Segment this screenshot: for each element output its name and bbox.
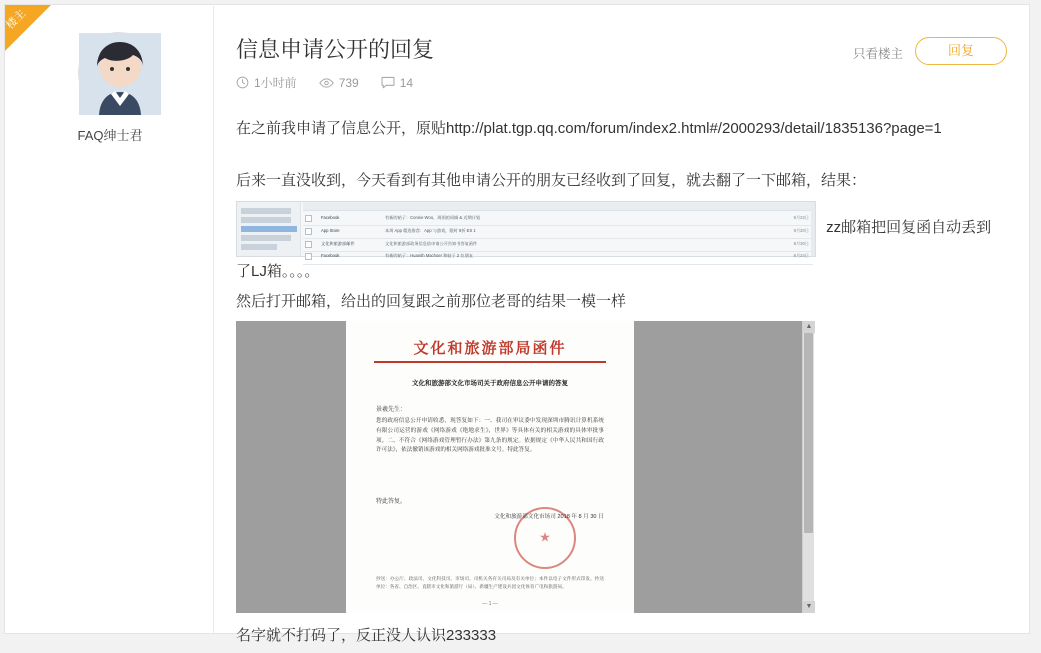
body-paragraph-1: 在之前我申请了信息公开，原贴http://plat.tgp.qq.com/forum/index2.html#/2000293/detail/1835136?page=1 [236, 120, 942, 137]
spacer [236, 146, 1007, 168]
image-scrollbar[interactable] [802, 321, 814, 613]
mail-row-from: Facebook [321, 252, 340, 258]
user-avatar-icon [79, 33, 161, 115]
eye-icon [319, 77, 334, 89]
meta-time-label: 1小时前 [254, 76, 297, 90]
only-author-toggle[interactable]: 只看楼主 [852, 47, 903, 61]
mail-row-date: 9月20日 [793, 227, 809, 233]
mail-inbox-screenshot[interactable] [236, 201, 816, 257]
clock-icon [236, 76, 249, 89]
author-name[interactable]: FAQ绅士君 [77, 128, 143, 143]
body-paragraph-5: 然后打开邮箱，给出的回复跟之前那位老哥的结果一模一样 [236, 292, 627, 310]
mail-row-from: Facebook [321, 214, 340, 220]
letter-divider [374, 361, 606, 363]
post-content [214, 6, 1029, 644]
letter-salutation: 景羲先生： [376, 407, 407, 413]
scroll-down-arrow-icon[interactable]: ▼ [803, 601, 815, 613]
body-paragraph-4: 了LJ箱。。。。 [236, 262, 320, 280]
letter-document [346, 321, 634, 613]
mail-row-subject: 有新的帖子：Huanith Machoer 和帖子 2 位朋友 [385, 252, 473, 258]
page-title: 信息申请公开的回复 [236, 37, 435, 62]
body-paragraph-3: zz邮箱把回复函自动丢到 [826, 219, 992, 237]
mail-screenshot-line [236, 199, 1007, 259]
mail-scrollbar[interactable] [811, 202, 815, 256]
body-paragraph-2: 后来一直没收到，今天看到有其他申请公开的朋友已经收到了回复，就去翻了一下邮箱，结果： [236, 172, 867, 190]
meta-comments-count: 14 [399, 75, 414, 90]
reply-button[interactable]: 回复 [915, 37, 1007, 65]
letter-footnote: 抄送：办公厅、政法司、文化科技司、市场司、司机关各有关司局及有关单位；本件以电子文件形式印发。抄送单位：各省、自治区、直辖市文化和旅游厅（局）、新疆生产建设兵团文化体育广电和旅游局。 [376, 576, 604, 589]
post-meta [236, 74, 413, 91]
letter-organization: 文化和旅游部文化市场司 2018 年 8 月 30 日 [494, 514, 604, 520]
meta-comments [381, 76, 413, 90]
op-ribbon-label: 楼主 [4, 7, 29, 32]
meta-views [319, 76, 359, 90]
seal-star-glyph: ★ [539, 529, 551, 545]
avatar[interactable] [78, 32, 160, 114]
letter-closing: 特此答复。 [376, 499, 407, 505]
mail-row-from: App Store [321, 227, 340, 233]
mail-row-date: 9月22日 [793, 214, 809, 220]
post-body [236, 116, 1007, 653]
mail-row-subject: 有新的帖子：Connie Woo，周围的同城 & 近期计划 [385, 214, 481, 220]
mail-row-date: 8月24日 [793, 252, 809, 258]
letter-title: 文化和旅游部局函件 [413, 339, 567, 357]
mail-row-subject: 本周 App 精选推荐：App 与游戏，限时 8折 ES 1 [385, 227, 476, 233]
body-paragraph-6: 名字就不打码了，反正没人认识233333 [236, 627, 497, 644]
meta-views-count: 739 [338, 75, 359, 90]
comment-icon [381, 76, 395, 89]
scrollbar-thumb[interactable] [804, 333, 813, 533]
letter-page-number: — 1 — [482, 601, 498, 608]
mail-toolbar [303, 202, 815, 211]
meta-time [236, 74, 297, 91]
scroll-up-arrow-icon[interactable]: ▲ [803, 321, 815, 333]
mail-row-from: 文化和旅游部邮件 [321, 240, 355, 246]
author-column [6, 6, 214, 634]
post-card [4, 4, 1030, 644]
letter-image[interactable] [236, 321, 814, 613]
mail-row-subject: 文化和旅游部政务信息依申请公开告知书答复函件 [385, 240, 478, 246]
mail-sidebar [237, 202, 301, 256]
letter-subtitle: 文化和旅游部文化市场司关于政府信息公开申请的答复 [412, 380, 568, 387]
letter-body-text: 您的政府信息公开申请收悉，现答复如下：一、我司在审议委中发现深圳市腾讯计算机系统有限公司运营的游戏《网络游戏《绝地求生》，世界》等具体有关的相关游戏的具体审批事项。二、不符合《网络游戏管理暂行办法》第九条的规定。依据规定《中华人民共和国行政许可法》，依法撤销该游戏的相关网络游戏批准文号。特此答复。 [376, 418, 604, 454]
mail-row-date: 8月30日 [793, 240, 809, 246]
